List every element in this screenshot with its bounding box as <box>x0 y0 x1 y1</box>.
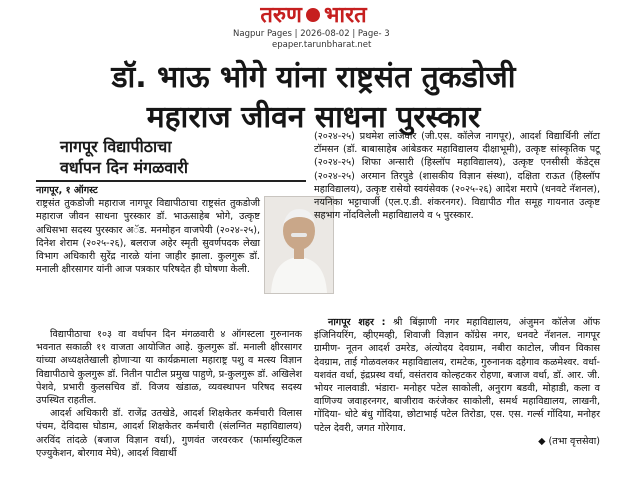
subhead-line-2: वर्धापन दिन मंगळवारी <box>60 158 188 177</box>
epaper-url: epaper.tarunbharat.net <box>272 40 372 50</box>
section-lead: नागपूर शहर : <box>328 317 386 328</box>
subhead-line-1: नागपूर विद्यापीठाचा <box>60 137 172 156</box>
lotus-logo-icon <box>306 8 320 22</box>
logo-text-left: तरुण <box>260 3 302 28</box>
paragraph-5-text: श्री बिंझाणी नगर महाविद्यालय, अंजुमन कॉलेज ऑफ इंजिनियरिंग, व्हीएमव्ही, शिवाजी विज्ञान कॉग्रेस नगर, धनवटे नॅशनल. नागपूर ग्रामीण- नूतन आदर्श उमरेड, अंत्योदय देवग्राम, नबीरा काटोल, जीवन विकास देवग्राम, ताई गोळवलकर महाविद्यालय, रामटेक, गुरुनानक दहेगाव कळमेश्वर. वर्धा- यशवंत वर्धा, इंद्रप्रस्थ वर्धा, वसंतराव कोल्हटकर रोहणा, बजाज वर्धा, डॉ. आर. जी. भोयर नालवाडी. भंडारा- मनोहर पटेल साकोली, अनुराग बडवी, मोहाडी, कला व वाणिज्य जवाहरनगर, बाजीराव करंजेकर साकोली, समर्थ महाविद्यालय, लाखनी, गोंदिया- धोटे बंधु गोंदिया, छोटाभाई पटेल तिरोडा, एस. एस. गर्ल्स गोंदिया, मनोहर पटेल देवरी, जगत गोरेगाव. <box>314 317 600 434</box>
paragraph-2: विद्यापीठाचा १०३ वा वर्धापन दिन मंगळवारी ४ ऑगस्टला गुरुनानक भवनात सकाळी ११ वाजता आयोजित आहे. कुलगुरू डॉ. मनाली क्षीरसागर यांच्या अध्यक्षतेखाली होणाऱ्या या कार्यक्रमाला महाराष्ट्र पशु व मत्स्य विज्ञान विद्यापीठाचे कुलगुरू डॉ. नितीन पाटील प्रमुख पाहुणे, प्र-कुलगुरू डॉ. अखिलेश पेशवे, प्रभारी कुलसचिव डॉ. विजय खंडाळ, व्यवस्थापन परिषद सदस्य उपस्थित राहतील. <box>36 329 302 407</box>
dateline: नागपूर, १ ऑगस्ट <box>36 185 98 196</box>
paragraph-4: (२०२४-२५) प्रथमेश लांजेवार (जी.एस. कॉलेज नागपूर), आदर्श विद्यार्थिनी लॉटा टॉमसन (डॉ. बाबासाहेब आंबेडकर महाविद्यालय दीक्षाभूमी), उत्कृष्ट सांस्कृतिक पटू (२०२४-२५) शिफा अन्सारी (हिस्लॉप महाविद्यालय), उत्कृष्ट एनसीसी कॅडेट्स (२०२४-२५) अरमान तिरपुडे (शासकीय विज्ञान संस्था), दक्षिता राऊत (हिस्लॉप महाविद्यालय), उत्कृष्ट रासेयो स्वयंसेवक (२०२५-२६) आदेश मरापे (धनवटे नॅशनल), नयनिका भट्टाचार्जी (एल.ए.डी. शंकरनगर). विद्यापीठ गीत समूह गायनात उत्कृष्ट सहभाग नोंदविलेली महाविद्यालये व ५ पुरस्कार. <box>314 131 600 222</box>
paragraph-1: राष्ट्रसंत तुकडोजी महाराज नागपूर विद्यापीठाचा राष्ट्रसंत तुकडोजी महाराज जीवन साधना पुरस्कार डॉ. भाऊसाहेब भोगे, उत्कृष्ट अधिसभा सदस्य पुरस्कार अॅड. मनमोहन वाजपेयी (२०२४-२५), दिनेश शेराम (२०२५-२६), बलराज अहेर स्मृती सुवर्णपदक लेखा विभाग अधिकारी सुरेंद्र नारळे यांना जाहीर झाला. कुलगुरू डॉ. मनाली क्षीरसागर यांनी आज पत्रकार परिषदेत ही घोषणा केली. <box>36 198 260 276</box>
column-2-bottom <box>314 316 600 448</box>
subheadline <box>60 136 300 178</box>
news-service-credit: ◆ (तभा वृत्तसेवा) <box>538 435 600 447</box>
headline-line-1: डॉ. भाऊ भोगे यांना राष्ट्रसंत तुकडोजी <box>111 60 516 95</box>
headline-line-2: महाराज जीवन साधना पुरस्कार <box>146 100 481 135</box>
logo-text-right: भारत <box>323 3 367 28</box>
column-1-bottom <box>36 328 302 460</box>
paragraph-3: आदर्श अधिकारी डॉ. राजेंद्र उतखेडे, आदर्श शिक्षकेतर कर्मचारी विलास पंचम, देविदास घोडाम, आदर्श शिक्षकेतर कर्मचारी (संलग्नित महाविद्यालय) अरविंद तांदळे (बजाज विज्ञान वर्धा), गुणवंत जरवरकर (फार्मास्युटिकल एज्युकेशन, बोरगाव मेघे), आदर्श विद्यार्थी <box>36 408 302 459</box>
paragraph-5 <box>314 316 600 435</box>
newspaper-logo <box>260 4 366 28</box>
page-info: Nagpur Pages | 2026-08-02 | Page- 3 <box>233 29 390 39</box>
headline <box>0 58 627 138</box>
divider <box>36 180 306 182</box>
column-1-top <box>36 184 260 276</box>
column-2-top <box>314 130 600 222</box>
masthead <box>0 4 627 28</box>
